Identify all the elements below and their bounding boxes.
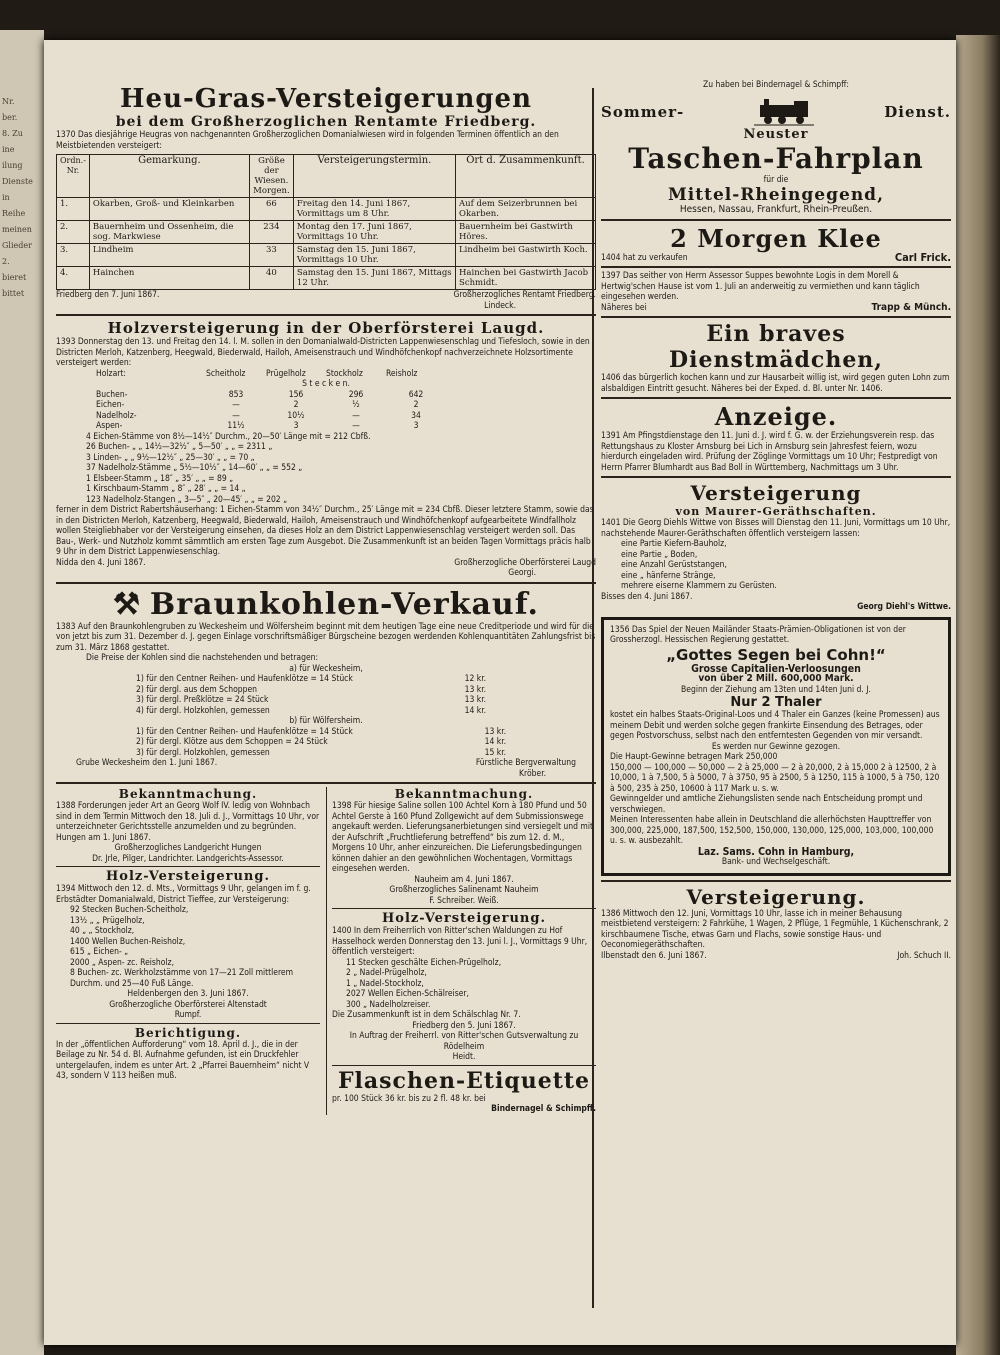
holz1-title: Holzversteigerung in der Oberförsterei Laugd. <box>107 319 545 337</box>
holz3-ad <box>332 911 596 1063</box>
flaschen-ad <box>332 1068 596 1115</box>
col-header: Ordn.-Nr. <box>57 155 90 198</box>
col-header: Gemarkung. <box>89 155 249 198</box>
bek1-title: Bekanntmachung. <box>118 787 258 801</box>
heu-title: Heu-Gras-Versteigerungen <box>119 84 533 114</box>
sommer-title: Taschen-Fahrplan <box>628 141 924 175</box>
bek2-signature: F. Schreiber. Weiß. <box>429 895 499 906</box>
braun-section-b: b) für Wölfersheim. <box>289 716 363 726</box>
adjacent-page-edge <box>0 30 44 1355</box>
table-row: 3. Lindheim 33 Samstag den 15. Juni 1867, Vormittags 10 Uhr. Lindheim bei Gastwirth Koch. <box>57 244 596 267</box>
holz2-signature: Rumpf. <box>174 1010 202 1020</box>
lot-l5: Nur 2 Thaler <box>730 695 822 710</box>
verst2-text: 1386 Mittwoch den 12. Juni, Vormittags 10 Uhr, lasse ich in meiner Behausung meistbietend versteigern: 2 Fahrkühe, 1 Wagen, 2 Pflüge, 1 Fegmühle, 1 Küchenschrank, 2 kirschbaumene Tische, etwas Garn und Flachs, sowie sonstige Haus- und Oeconomiegeräthschaften. <box>601 908 949 950</box>
verst1-name: Georg Diehl's Wittwe. <box>857 602 951 612</box>
heu-signature: Lindeck. <box>484 300 516 311</box>
braun-list-a: 1) für den Centner Reihen- und Haufenklötze = 14 Stück 12 kr. 2) für dergl. aus dem Schoppen 13 kr. 3) für dergl. Preßklötze = 24 Stück 13 kr. 4) für dergl. Holzkohlen, gemessen 14 kr. <box>136 674 486 716</box>
holz3-signature: Heidt. <box>452 1052 476 1062</box>
holz1-stems: 4 Eichen-Stämme von 8½—14½″ Durchm., 20—50′ Länge mit = 212 Cbfß. 26 Buchen- „ „ 14½—32½″ „ 5—50′ „ „ = 2311 „ 3 Linden- „ „ 9½—12½″ „ 25—30′ „ „ = 70 „ 37 Nadelholz-Stämme „ 5½—10½″ „ 14—60′ „ „ = 552 „ 1 Elsbeer-Stamm „ 18″ „ 35′ „ „ = 89 „ 1 Kirschbaum-Stamm „ 8″ „ 28′ „ „ = 14 „ 123 Nadelholz-Stangen „ 3—5″ „ 20—45′ „ „ = 202 „ <box>86 431 371 505</box>
holz1-intro: 1393 Donnerstag den 13. und Freitag den 14. l. M. sollen in den Domanialwald-Districten Lappenwiesenschlag und Tiefesloch, sowie in den Districten Merloh, Katzenberg, Heegwald, Biederwald, Hailoh, Ameisenstrauch und Windhöfchenkopf nachverzeichnete Holzsortimente versteigert werden: <box>56 337 590 368</box>
hammer-pick-icon: ⚒ <box>112 586 140 622</box>
dienst-text: 1406 das bürgerlich kochen kann und zur Hausarbeit willig ist, wird gegen guten Lohn zum alsbaldigen Eintritt gesucht. Näheres bei der Exped. d. Bl. unter Nr. 1406. <box>601 373 950 394</box>
heu-footer: Friedberg den 7. Juni 1867. Großherzogliches Rentamt Friedberg. <box>56 290 596 300</box>
verst1-sub: von Maurer-Geräthschaften. <box>675 505 877 518</box>
lot-l12: Laz. Sams. Cohn in Hamburg, <box>697 845 855 858</box>
sommer-ad <box>601 80 951 216</box>
table-row: 2. Bauernheim und Ossenheim, die sog. Markwiese 234 Montag den 17. Juni 1867, Vormittags 10 Uhr. Bauernheim bei Gastwirth Höres. <box>57 221 596 244</box>
klee-text: 1404 hat zu verkaufen <box>601 252 688 263</box>
lot-l9: 150,000 — 100,000 — 50,000 — 2 à 25,000 — 2 à 20,000, 2 à 15,000 2 à 12500, 2 à 10,000, 1 à 7,500, 5 à 5000, 7 à 3750, 95 à 2500, 5 à 1250, 115 à 1000, 5 à 750, 120 à 500, 235 à 250, 10600 à 117 Mark u. s. w. <box>610 762 940 794</box>
klee-title: 2 Morgen Klee <box>670 223 882 253</box>
braun-signature: Kröber. <box>519 768 546 779</box>
lot-l10: Gewinngelder und amtliche Ziehungslisten sende nach Entscheidung prompt und verschwiegen. <box>610 794 923 815</box>
braun-prices-label: Die Preise der Kohlen sind die nachstehenden und betragen: <box>86 653 319 663</box>
verst2-date: Ilbenstadt den 6. Juni 1867. <box>601 950 707 961</box>
left-column <box>56 80 596 1115</box>
logis-name: Trapp & Münch. <box>871 301 951 313</box>
braun-section-a: a) für Weckesheim, <box>289 663 363 674</box>
bek2-date: Nauheim am 4. Juni 1867. <box>414 874 514 885</box>
anzeige-text: 1391 Am Pfingstdienstage den 11. Juni d. J. wird f. G. w. der Erziehungsverein resp. das Rettungshaus zu Kloster Arnsburg bei Lich in Arnsburg sein Jahresfest feiern, wozu hierdurch eingeladen wird. Prüfung der Zöglinge Vormittags um 10 Uhr; Festpredigt von Herrn Pfarrer Blumhardt aus Bad Boll in Württemberg, Nachmittags um 3 Uhr. <box>601 431 938 473</box>
bek2-text: 1398 Für hiesige Saline sollen 100 Achtel Korn à 180 Pfund und 50 Achtel Gerste à 160 Pfund Zollgewicht auf dem Submissionswege angekauft werden. Lieferungsanerbietungen sind versiegelt und mit der Aufschrift „Fruchtlieferung betreffend“ bis zum 12. d. M., Morgens 10 Uhr, anher einzureichen. Die Lieferungsbedingungen können dahier an den gewöhnlichen Wochentagen, Vormittags eingesehen werden. <box>332 801 593 874</box>
lot-l4: Beginn der Ziehung am 13ten und 14ten Juni d. J. <box>681 684 871 695</box>
verst2-name: Joh. Schuch II. <box>897 950 951 961</box>
holz3-items: 11 Stecken geschälte Eichen-Prügelholz, 2 „ Nadel-Prügelholz, 1 „ Nadel-Stockholz, 2027 Wellen Eichen-Schälreiser, 300 „ Nadelholzreiser. <box>346 957 502 1010</box>
braun-title: Braunkohlen-Verkauf. <box>149 586 540 622</box>
heu-table <box>56 154 596 290</box>
holz2-date: Heldenbergen den 3. Juni 1867. <box>127 989 249 999</box>
bek1-office: Großherzogliches Landgericht Hungen <box>114 843 262 853</box>
lot-l11: Meinen Interessenten habe allein in Deutschland die allerhöchsten Haupttreffer von 300,000, 225,000, 187,500, 152,500, 150,000, 130,000, 125,000, 103,000, 100,000 u. s. w. ausbezahlt. <box>610 815 934 846</box>
holz1-signature: Georgi. <box>508 568 536 578</box>
bek1-ad <box>56 787 320 864</box>
bericht-ad <box>56 1026 320 1082</box>
right-column <box>601 80 951 961</box>
verst1-date: Bisses den 4. Juni 1867. <box>601 591 693 602</box>
sommer-left: Sommer- <box>601 102 685 121</box>
holz1-ad <box>56 319 596 579</box>
holz3-date: Friedberg den 5. Juni 1867. <box>412 1020 516 1031</box>
lot-l2: Grosse Capitalien-Verloosungen <box>691 662 861 675</box>
lot-l7: Es werden nur Gewinne gezogen. <box>711 741 841 752</box>
sommer-fuer: für die <box>763 174 789 185</box>
holz3-text: 1400 In dem Freiherrlich von Ritter'schen Waldungen zu Hof Hasselhock werden Donnerstag den 13. Juni l. J., Vormittags 9 Uhr, öffentlich versteigert: <box>332 926 588 957</box>
bek1-date: Hungen am 1. Juni 1867. <box>56 832 151 843</box>
braun-intro: 1383 Auf den Braunkohlengruben zu Weckesheim und Wölfersheim beginnt mit dem heutigen Tage eine neue Creditperiode und wird für die von jetzt bis zum 31. Dezember d. J. gegen Einlage vorschriftsmäßiger Bürgscheine bezogen werdenden Kohlenquantitäten Zahlungsfrist bis zum 31. März 1868 gestattet. <box>56 621 596 653</box>
dienst-title: Ein braves Dienstmädchen, <box>669 321 883 373</box>
holz2-ad <box>56 869 320 1021</box>
lotterie-ad <box>601 617 951 876</box>
train-icon <box>754 97 814 127</box>
newspaper-page <box>44 40 956 1345</box>
anzeige-title: Anzeige. <box>714 402 838 431</box>
heu-subtitle: bei dem Großherzoglichen Rentamte Friedberg. <box>115 114 537 130</box>
logis-label: Näheres bei <box>601 302 647 313</box>
logis-text: 1397 Das seither von Herrn Assessor Suppes bewohnte Logis in dem Morell & Hertwig'schen Hause ist vom 1. Juli an anderweitig zu vermiethen und kann täglich eingesehen werden. <box>601 271 920 302</box>
lot-l8: Die Haupt-Gewinne betragen Mark 250,000 <box>610 752 778 762</box>
holz3-title: Holz-Versteigerung. <box>382 911 546 926</box>
holz2-office: Großherzogliche Oberförsterei Altenstadt <box>109 999 267 1010</box>
bericht-text: In der „öffentlichen Aufforderung“ vom 18. April d. J., die in der Beilage zu Nr. 54 d. Bl. Aufnahme gefunden, ist ein Druckfehler untergelaufen, indem es unter Art. 2 „Pfarrei Bauernheim“ nicht V 43, sondern V 113 heißen muß. <box>56 1039 310 1081</box>
verst1-items: eine Partie Kiefern-Bauholz, eine Partie „ Boden, eine Anzahl Gerüststangen, eine „ hänferne Stränge, mehrere eiserne Klammern zu Gerüsten. <box>621 539 777 591</box>
table-row: 4. Hainchen 40 Samstag den 15. Juni 1867, Mittags 12 Uhr. Hainchen bei Gastwirth Jacob Schmidt. <box>57 267 596 290</box>
holz1-text: ferner in dem District Rabertshäuserhang: 1 Eichen-Stamm von 34½″ Durchm., 25′ Länge mit = 234 Cbfß. Dieser letztere Stamm, sowie das in den Districten Merloh, Katzenberg, Heegwald, Biederwald, Hailoh, Ameisenstrauch und Windhöfchenkopf aufgearbeitete Windfallholz wollen Steigliebhaber vor der Versteigerung einsehen, da dieses Holz an dem District Lappenwiesenschlag versteigert werden soll. Das Bau-, Werk- und Nutzholz kommt sämmtlich am ersten Tage zum Ausgebot. Die Zusammenkunft ist an beiden Tagen Vormittags präcis halb 9 Uhr in dem District Lappenwiesenschlag. <box>56 505 594 557</box>
lot-title: „Gottes Segen bei Cohn!“ <box>666 645 886 664</box>
book-edge <box>956 35 1000 1355</box>
verst2-title: Versteigerung. <box>686 884 866 909</box>
dienst-ad <box>601 321 951 394</box>
sommer-top: Zu haben bei Bindernagel & Schimpff: <box>703 80 849 90</box>
anzeige-ad <box>601 402 951 473</box>
holz3-text2: Die Zusammenkunft ist in dem Schälschlag Nr. 7. <box>332 1010 521 1020</box>
logis-ad <box>601 271 951 313</box>
verst1-title: Versteigerung <box>690 481 862 505</box>
flaschen-text: pr. 100 Stück 36 kr. bis zu 2 fl. 48 kr. bei <box>332 1093 486 1104</box>
bericht-title: Berichtigung. <box>134 1025 242 1040</box>
verst2-ad <box>601 885 951 962</box>
holz1-footer: Nidda den 4. Juni 1867. Großherzogliche Oberförsterei Laugd <box>56 557 596 568</box>
holz2-title: Holz-Versteigerung. <box>106 869 270 884</box>
sommer-right: Dienst. <box>884 102 951 121</box>
klee-name: Carl Frick. <box>894 250 951 264</box>
lot-l1: 1356 Das Spiel der Neuen Mailänder Staats-Prämien-Obligationen ist von der Grossherzogl. Hessischen Regierung gestattet. <box>610 624 906 645</box>
heu-intro: 1370 Das diesjährige Heugras von nachgenannten Großherzoglichen Domanialwiesen wird in folgenden Terminen öffentlich an den Meistbietenden versteigert: <box>56 130 559 151</box>
sommer-neuster: Neuster <box>743 126 809 142</box>
bek2-ad <box>332 787 596 906</box>
flaschen-name: Bindernagel & Schimpff. <box>491 1104 596 1114</box>
holz2-text: 1394 Mittwoch den 12. d. Mts., Vormittags 9 Uhr, gelangen im f. g. Erbstädter Domanialwald, District Tieffee, zur Versteigerung: <box>56 884 311 905</box>
holz3-office: In Auftrag der Freiherrl. von Ritter'schen Gutsverwaltung zu Rödelheim <box>349 1031 579 1052</box>
lot-l6: kostet ein halbes Staats-Original-Loos und 4 Thaler ein Ganzes (keine Promessen) aus meinem Debit und werden solche gegen frankirte Einsendung des Betrages, oder gegen Postvorschuss, selbst nach den entferntesten Gegenden von mir versandt. <box>610 710 940 741</box>
lot-l3: von über 2 Mill. 600,000 Mark. <box>698 673 854 684</box>
verst1-ad <box>601 481 951 613</box>
col-header: Versteigerungstermin. <box>293 155 455 198</box>
table-row: 1. Okarben, Groß- und Kleinkarben 66 Freitag den 14. Juni 1867, Vormittags um 8 Uhr. Auf dem Seizerbrunnen bei Okarben. <box>57 198 596 221</box>
bek2-title: Bekanntmachung. <box>394 787 534 801</box>
klee-ad <box>601 224 951 264</box>
braun-ad <box>56 587 596 780</box>
bek1-signature: Dr. Jrle, Pilger, Landrichter. Landgerichts-Assessor. <box>92 853 284 864</box>
braun-footer: Grube Weckesheim den 1. Juni 1867. Fürstliche Bergverwaltung <box>76 758 576 768</box>
col-header: Ort d. Zusammenkunft. <box>456 155 596 198</box>
holz2-items: 92 Stecken Buchen-Scheitholz, 13½ „ „ Prügelholz, 40 „ „ Stockholz, 1400 Wellen Buchen-Reisholz, 615 „ Eichen- „ 2000 „ Aspen- zc. Reisholz, 8 Buchen- zc. Werkholzstämme von 17—21 Zoll mittlerem Durchm. und 25—40 Fuß Länge. <box>70 905 294 989</box>
flaschen-title: Flaschen-Etiquette <box>337 1067 591 1094</box>
holz1-table: Holzart: Scheitholz Prügelholz Stockholz Reisholz S t e c k e n. Buchen- 853 156 296 642 Eichen- — 2 ½ 2 Nadelholz- — 10½ — 34 Aspen- 11½ 3 — 3 <box>96 368 424 431</box>
bek1-text: 1388 Forderungen jeder Art an Georg Wolf IV. ledig von Wohnbach sind in dem Termin Mittwoch den 18. Juli d. J., Vormittags 10 Uhr, vor unterzeichneter Gerichtsstelle anzumelden und zu begründen. <box>56 801 320 832</box>
lot-l13: Bank- und Wechselgeschäft. <box>721 857 831 867</box>
bek2-office: Großherzogliches Salinenamt Nauheim <box>389 885 539 895</box>
strip-text: Nr. ber. 8. Zu ine ilung Dienste in Reihe meinen Glieder 2. bieret bittet <box>2 97 33 298</box>
verst1-text: 1401 Die Georg Diehls Wittwe von Bisses will Dienstag den 11. Juni, Vormittags um 10 Uhr, nachstehende Maurer-Geräthschaften öffentlich versteigern lassen: <box>601 518 951 539</box>
col-header: Größe der Wiesen. Morgen. <box>249 155 293 198</box>
sommer-region: Mittel-Rheingegend, <box>667 185 884 205</box>
heu-ad <box>56 84 596 311</box>
sommer-sub: Hessen, Nassau, Frankfurt, Rhein-Preußen. <box>679 204 873 215</box>
braun-list-b: 1) für den Centner Reihen- und Haufenklötze = 14 Stück 13 kr. 2) für dergl. Klötze aus dem Schoppen = 24 Stück 14 kr. 3) für dergl. Holzkohlen, gemessen 15 kr. <box>136 726 506 758</box>
